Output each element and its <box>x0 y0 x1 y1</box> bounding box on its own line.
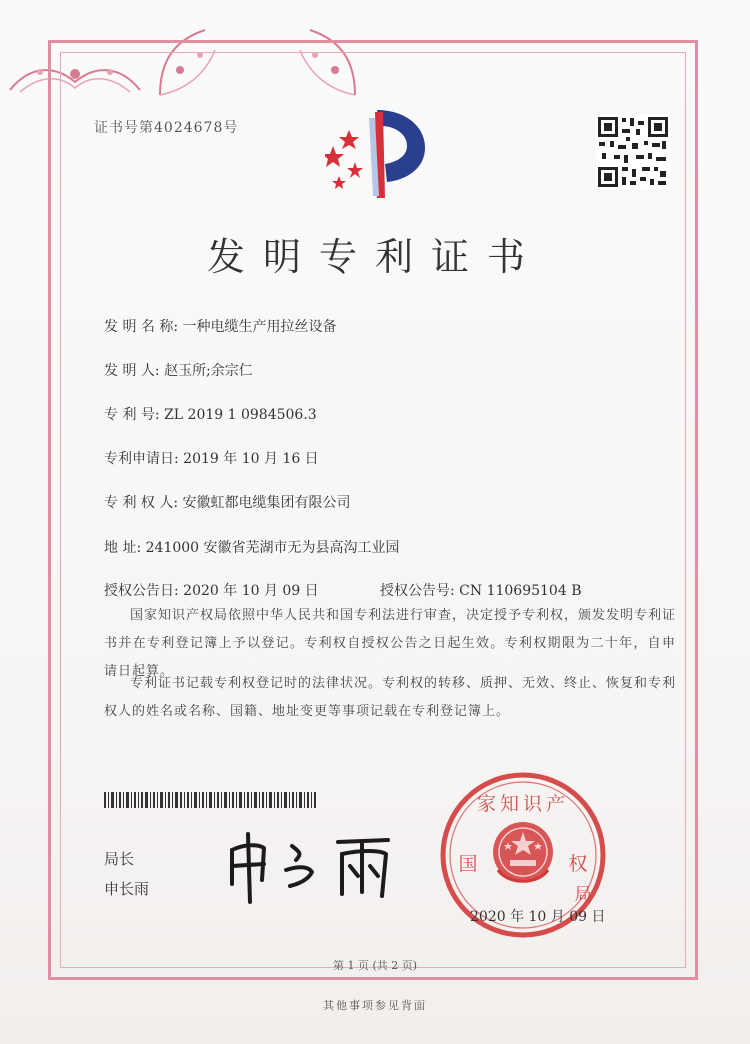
filing-date-label: 专利申请日: <box>104 451 179 467</box>
handwritten-signature <box>220 826 400 906</box>
director-name: 申长雨 <box>104 880 150 898</box>
certificate-number: 证书号第4024678号 <box>94 120 239 136</box>
legal-status-paragraph: 专利证书记载专利权登记时的法律状况。专利权的转移、质押、无效、终止、恢复和专利权人的姓名或名称、国籍、地址变更等事项记载在专利登记簿上。 <box>104 676 677 719</box>
inventor-row <box>104 360 253 380</box>
grant-number-row <box>380 580 582 600</box>
director-title: 局长 <box>104 850 135 868</box>
filing-date-row <box>104 448 319 468</box>
patentee-label: 专 利 权 人: <box>104 495 179 511</box>
seal-date: 2020 年 10 月 09 日 <box>470 909 606 925</box>
barcode <box>104 792 316 808</box>
patent-number-value: ZL 2019 1 0984506.3 <box>164 407 317 423</box>
grant-date-value: 2020 年 10 月 09 日 <box>183 583 319 599</box>
address-label: 地 址: <box>104 540 142 556</box>
address-row <box>104 537 400 557</box>
patentee-value: 安徽虹都电缆集团有限公司 <box>182 495 351 511</box>
filing-date-value: 2019 年 10 月 16 日 <box>183 451 319 467</box>
svg-text:国: 国 <box>458 853 478 875</box>
grant-number-label: 授权公告号: <box>380 583 455 599</box>
address-value: 241000 安徽省芜湖市无为县高沟工业园 <box>145 540 400 556</box>
patent-number-row <box>104 404 317 424</box>
patent-number-label: 专 利 号: <box>104 407 160 423</box>
page-number: 第 1 页 (共 2 页) <box>332 959 418 972</box>
grant-number-value: CN 110695104 B <box>459 583 582 599</box>
invention-name-label: 发 明 名 称: <box>104 319 179 335</box>
certificate-title: 发明专利证书 <box>206 235 543 279</box>
svg-text:权: 权 <box>568 853 588 875</box>
svg-text:家知识产: 家知识产 <box>476 793 570 815</box>
patent-office-logo <box>325 104 435 200</box>
inventor-label: 发 明 人: <box>104 363 160 379</box>
svg-text:局: 局 <box>574 885 592 905</box>
patentee-row <box>104 492 351 512</box>
invention-name-value: 一种电缆生产用拉丝设备 <box>182 319 337 335</box>
footer-note: 其他事项参见背面 <box>323 999 427 1012</box>
inventor-value: 赵玉所;余宗仁 <box>164 363 253 379</box>
invention-name-row <box>104 316 337 336</box>
qr-code <box>596 115 670 189</box>
grant-date-label: 授权公告日: <box>104 583 179 599</box>
grant-statement-paragraph: 国家知识产权局依照中华人民共和国专利法进行审查，决定授予专利权，颁发发明专利证书并在专利登记簿上予以登记。专利权自授权公告之日起生效。专利权期限为二十年，自申请日起算。 <box>104 608 677 679</box>
grant-date-row <box>104 580 319 600</box>
